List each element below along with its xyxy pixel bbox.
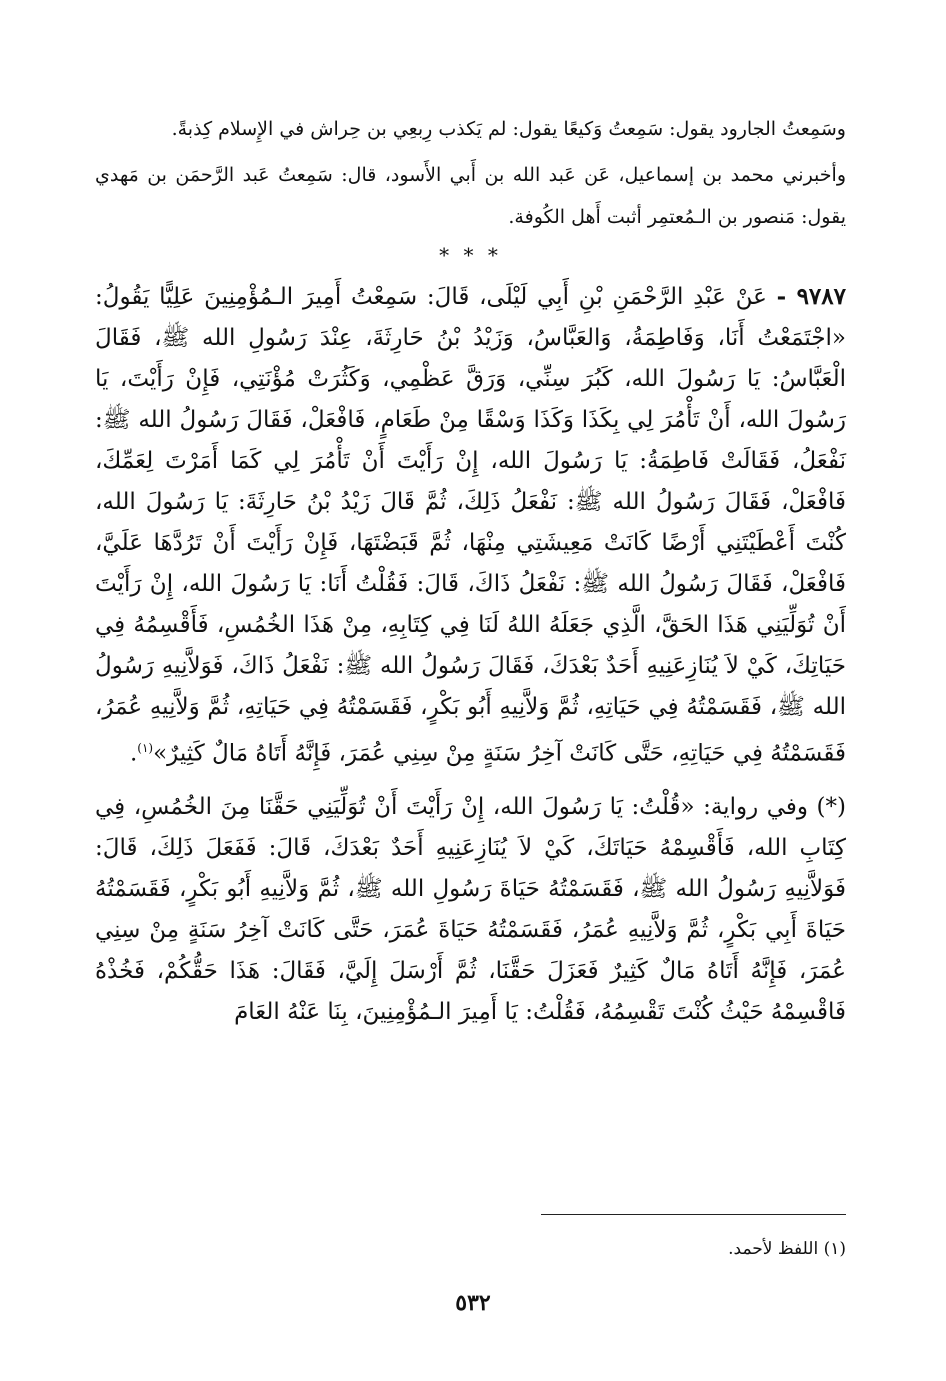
variant-paragraph: (*) وفي رواية: «قُلْتُ: يَا رَسُولَ الله، إِنْ رَأَيْتَ أَنْ تُوَلِّيَنِي حَقَّنَا مِنَ الخُمُسِ، فِي كِتَابِ الله، فَأَقْسِمْهُ حَيَاتَكَ، كَيْ لاَ يُنَازِعَنِيهِ أَحَدٌ بَعْدَكَ، قَالَ: فَفَعَلَ ذَلِكَ، قَالَ: فَوَلاَّنِيهِ رَسُولُ الله ﷺ، فَقَسَمْتُهُ حَيَاةَ رَسُولِ الله ﷺ، ثُمَّ وَلاَّنِيهِ أَبُو بَكْرٍ، فَقَسَمْتُهُ حَيَاةَ أَبِي بَكْرٍ، ثُمَّ وَلاَّنِيهِ عُمَرُ، فَقَسَمْتُهُ حَيَاةَ عُمَرَ، حَتَّى كَانَتْ آخِرُ سَنَةٍ مِنْ سِنِي عُمَرَ، فَإِنَّهُ أَتَاهُ مَالٌ كَثِيرٌ فَعَزَلَ حَقَّنَا، ثُمَّ أَرْسَلَ إِلَيَّ، فَقَالَ: هَذَا حَقُّكُمْ، فَخُذْهُ فَاقْسِمْهُ حَيْثُ كُنْتَ تَقْسِمُهُ، فَقُلْتُ: يَا أَمِيرَ الـمُؤْمِنِينَ، بِنَا عَنْهُ العَامَ: [95, 793, 846, 1025]
page-body: [95, 108, 846, 1033]
section-separator: * * *: [439, 243, 502, 267]
intro-paragraph-1: وسَمِعتُ الجارود يقول: سَمِعتُ وَكيعًا يقول: لم يَكذب رِبعِي بن حِراش في الإِسلام كِذبةً.: [171, 118, 846, 140]
intro-paragraph-2: وأخبرني محمد بن إسماعيل، عَن عَبد الله بن أَبي الأَسود، قال: سَمِعتُ عَبد الرَّحمَن بن مَهدي يقول: مَنصور بن الـمُعتمِر أثبت أَهل الكُوفة.: [95, 164, 846, 228]
footnote-marker: (١): [137, 741, 154, 755]
hadith-paragraph: ٩٧٨٧ - عَنْ عَبْدِ الرَّحْمَنِ بْنِ أَبِي لَيْلَى، قَالَ: سَمِعْتُ أَمِيرَ الـمُؤْمِنِينَ عَلِيًّا يَقُولُ: «اجْتَمَعْتُ أَنَا، وَفَاطِمَةُ، وَالعَبَّاسُ، وَزَيْدُ بْنُ حَارِثَةَ، عِنْدَ رَسُولِ الله ﷺ، فَقَالَ الْعَبَّاسُ: يَا رَسُولَ الله، كَبُرَ سِنِّي، وَرَقَّ عَظْمِي، وَكَثُرَتْ مُؤْنَتِي، فَإِنْ رَأَيْتَ، يَا رَسُولَ الله، أَنْ تَأْمُرَ لِي بِكَذَا وَكَذَا وَسْقًا مِنْ طَعَامٍ، فَافْعَلْ، فَقَالَ رَسُولُ الله ﷺ: نَفْعَلُ، فَقَالَتْ فَاطِمَةُ: يَا رَسُولَ الله، إِنْ رَأَيْتَ أَنْ تَأْمُرَ لِي كَمَا أَمَرْتَ لِعَمِّكَ، فَافْعَلْ، فَقَالَ رَسُولُ الله ﷺ: نَفْعَلُ ذَلِكَ، ثُمَّ قَالَ زَيْدُ بْنُ حَارِثَةَ: يَا رَسُولَ الله، كُنْتَ أَعْطَيْتَنِي أَرْضًا كَانَتْ مَعِيشَتِي مِنْهَا، ثُمَّ قَبَضْتَهَا، فَإِنْ رَأَيْتَ أَنْ تَرُدَّهَا عَلَيَّ، فَافْعَلْ، فَقَالَ رَسُولُ الله ﷺ: نَفْعَلُ ذَاكَ، قَالَ: فَقُلْتُ أَنَا: يَا رَسُولَ الله، إِنْ رَأَيْتَ أَنْ تُوَلِّيَنِي هَذَا الحَقَّ، الَّذِي جَعَلَهُ اللهُ لَنَا فِي كِتَابِهِ، مِنْ هَذَا الخُمُسِ، فَأَقْسِمُهُ فِي حَيَاتِكَ، كَيْ لاَ يُنَازِعَنِيهِ أَحَدٌ بَعْدَكَ، فَقَالَ رَسُولُ الله ﷺ: نَفْعَلُ ذَاكَ، فَوَلاَّنِيهِ رَسُولُ الله ﷺ، فَقَسَمْتُهُ فِي حَيَاتِهِ، ثُمَّ وَلاَّنِيهِ أَبُو بَكْرٍ، فَقَسَمْتُهُ فِي حَيَاتِهِ، ثُمَّ وَلاَّنِيهِ عُمَرُ، فَقَسَمْتُهُ فِي حَيَاتِهِ، حَتَّى كَانَتْ آخِرُ سَنَةٍ مِنْ سِنِي عُمَرَ، فَإِنَّهُ أَتَاهُ مَالٌ كَثِيرٌ»$^{(١)}$.: [95, 283, 846, 767]
page-number: ٥٣٢: [455, 1290, 491, 1316]
footnote-divider: [541, 1214, 846, 1215]
hadith-text: عَنْ عَبْدِ الرَّحْمَنِ بْنِ أَبِي لَيْلَى، قَالَ: سَمِعْتُ أَمِيرَ الـمُؤْمِنِينَ عَلِيًّا يَقُولُ: «اجْتَمَعْتُ أَنَا، وَفَاطِمَةُ، وَالعَبَّاسُ، وَزَيْدُ بْنُ حَارِثَةَ، عِنْدَ رَسُولِ الله ﷺ، فَقَالَ الْعَبَّاسُ: يَا رَسُولَ الله، كَبُرَ سِنِّي، وَرَقَّ عَظْمِي، وَكَثُرَتْ مُؤْنَتِي، فَإِنْ رَأَيْتَ، يَا رَسُولَ الله، أَنْ تَأْمُرَ لِي بِكَذَا وَكَذَا وَسْقًا مِنْ طَعَامٍ، فَافْعَلْ، فَقَالَ رَسُولُ الله ﷺ: نَفْعَلُ، فَقَالَتْ فَاطِمَةُ: يَا رَسُولَ الله، إِنْ رَأَيْتَ أَنْ تَأْمُرَ لِي كَمَا أَمَرْتَ لِعَمِّكَ، فَافْعَلْ، فَقَالَ رَسُولُ الله ﷺ: نَفْعَلُ ذَلِكَ، ثُمَّ قَالَ زَيْدُ بْنُ حَارِثَةَ: يَا رَسُولَ الله، كُنْتَ أَعْطَيْتَنِي أَرْضًا كَانَتْ مَعِيشَتِي مِنْهَا، ثُمَّ قَبَضْتَهَا، فَإِنْ رَأَيْتَ أَنْ تَرُدَّهَا عَلَيَّ، فَافْعَلْ، فَقَالَ رَسُولُ الله ﷺ: نَفْعَلُ ذَاكَ، قَالَ: فَقُلْتُ أَنَا: يَا رَسُولَ الله، إِنْ رَأَيْتَ أَنْ تُوَلِّيَنِي هَذَا الحَقَّ، الَّذِي جَعَلَهُ اللهُ لَنَا فِي كِتَابِهِ، مِنْ هَذَا الخُمُسِ، فَأَقْسِمُهُ فِي حَيَاتِكَ، كَيْ لاَ يُنَازِعَنِيهِ أَحَدٌ بَعْدَكَ، فَقَالَ رَسُولُ الله ﷺ: نَفْعَلُ ذَاكَ، فَوَلاَّنِيهِ رَسُولُ الله ﷺ، فَقَسَمْتُهُ فِي حَيَاتِهِ، ثُمَّ وَلاَّنِيهِ أَبُو بَكْرٍ، فَقَسَمْتُهُ فِي حَيَاتِهِ، ثُمَّ وَلاَّنِيهِ عُمَرُ، فَقَسَمْتُهُ فِي حَيَاتِهِ، حَتَّى كَانَتْ آخِرُ سَنَةٍ مِنْ سِنِي عُمَرَ، فَإِنَّهُ أَتَاهُ مَالٌ كَثِيرٌ»: [95, 284, 846, 767]
hadith-number: ٩٧٨٧ -: [776, 283, 846, 310]
footnote: (١) اللفظ لأحمد.: [728, 1239, 846, 1259]
